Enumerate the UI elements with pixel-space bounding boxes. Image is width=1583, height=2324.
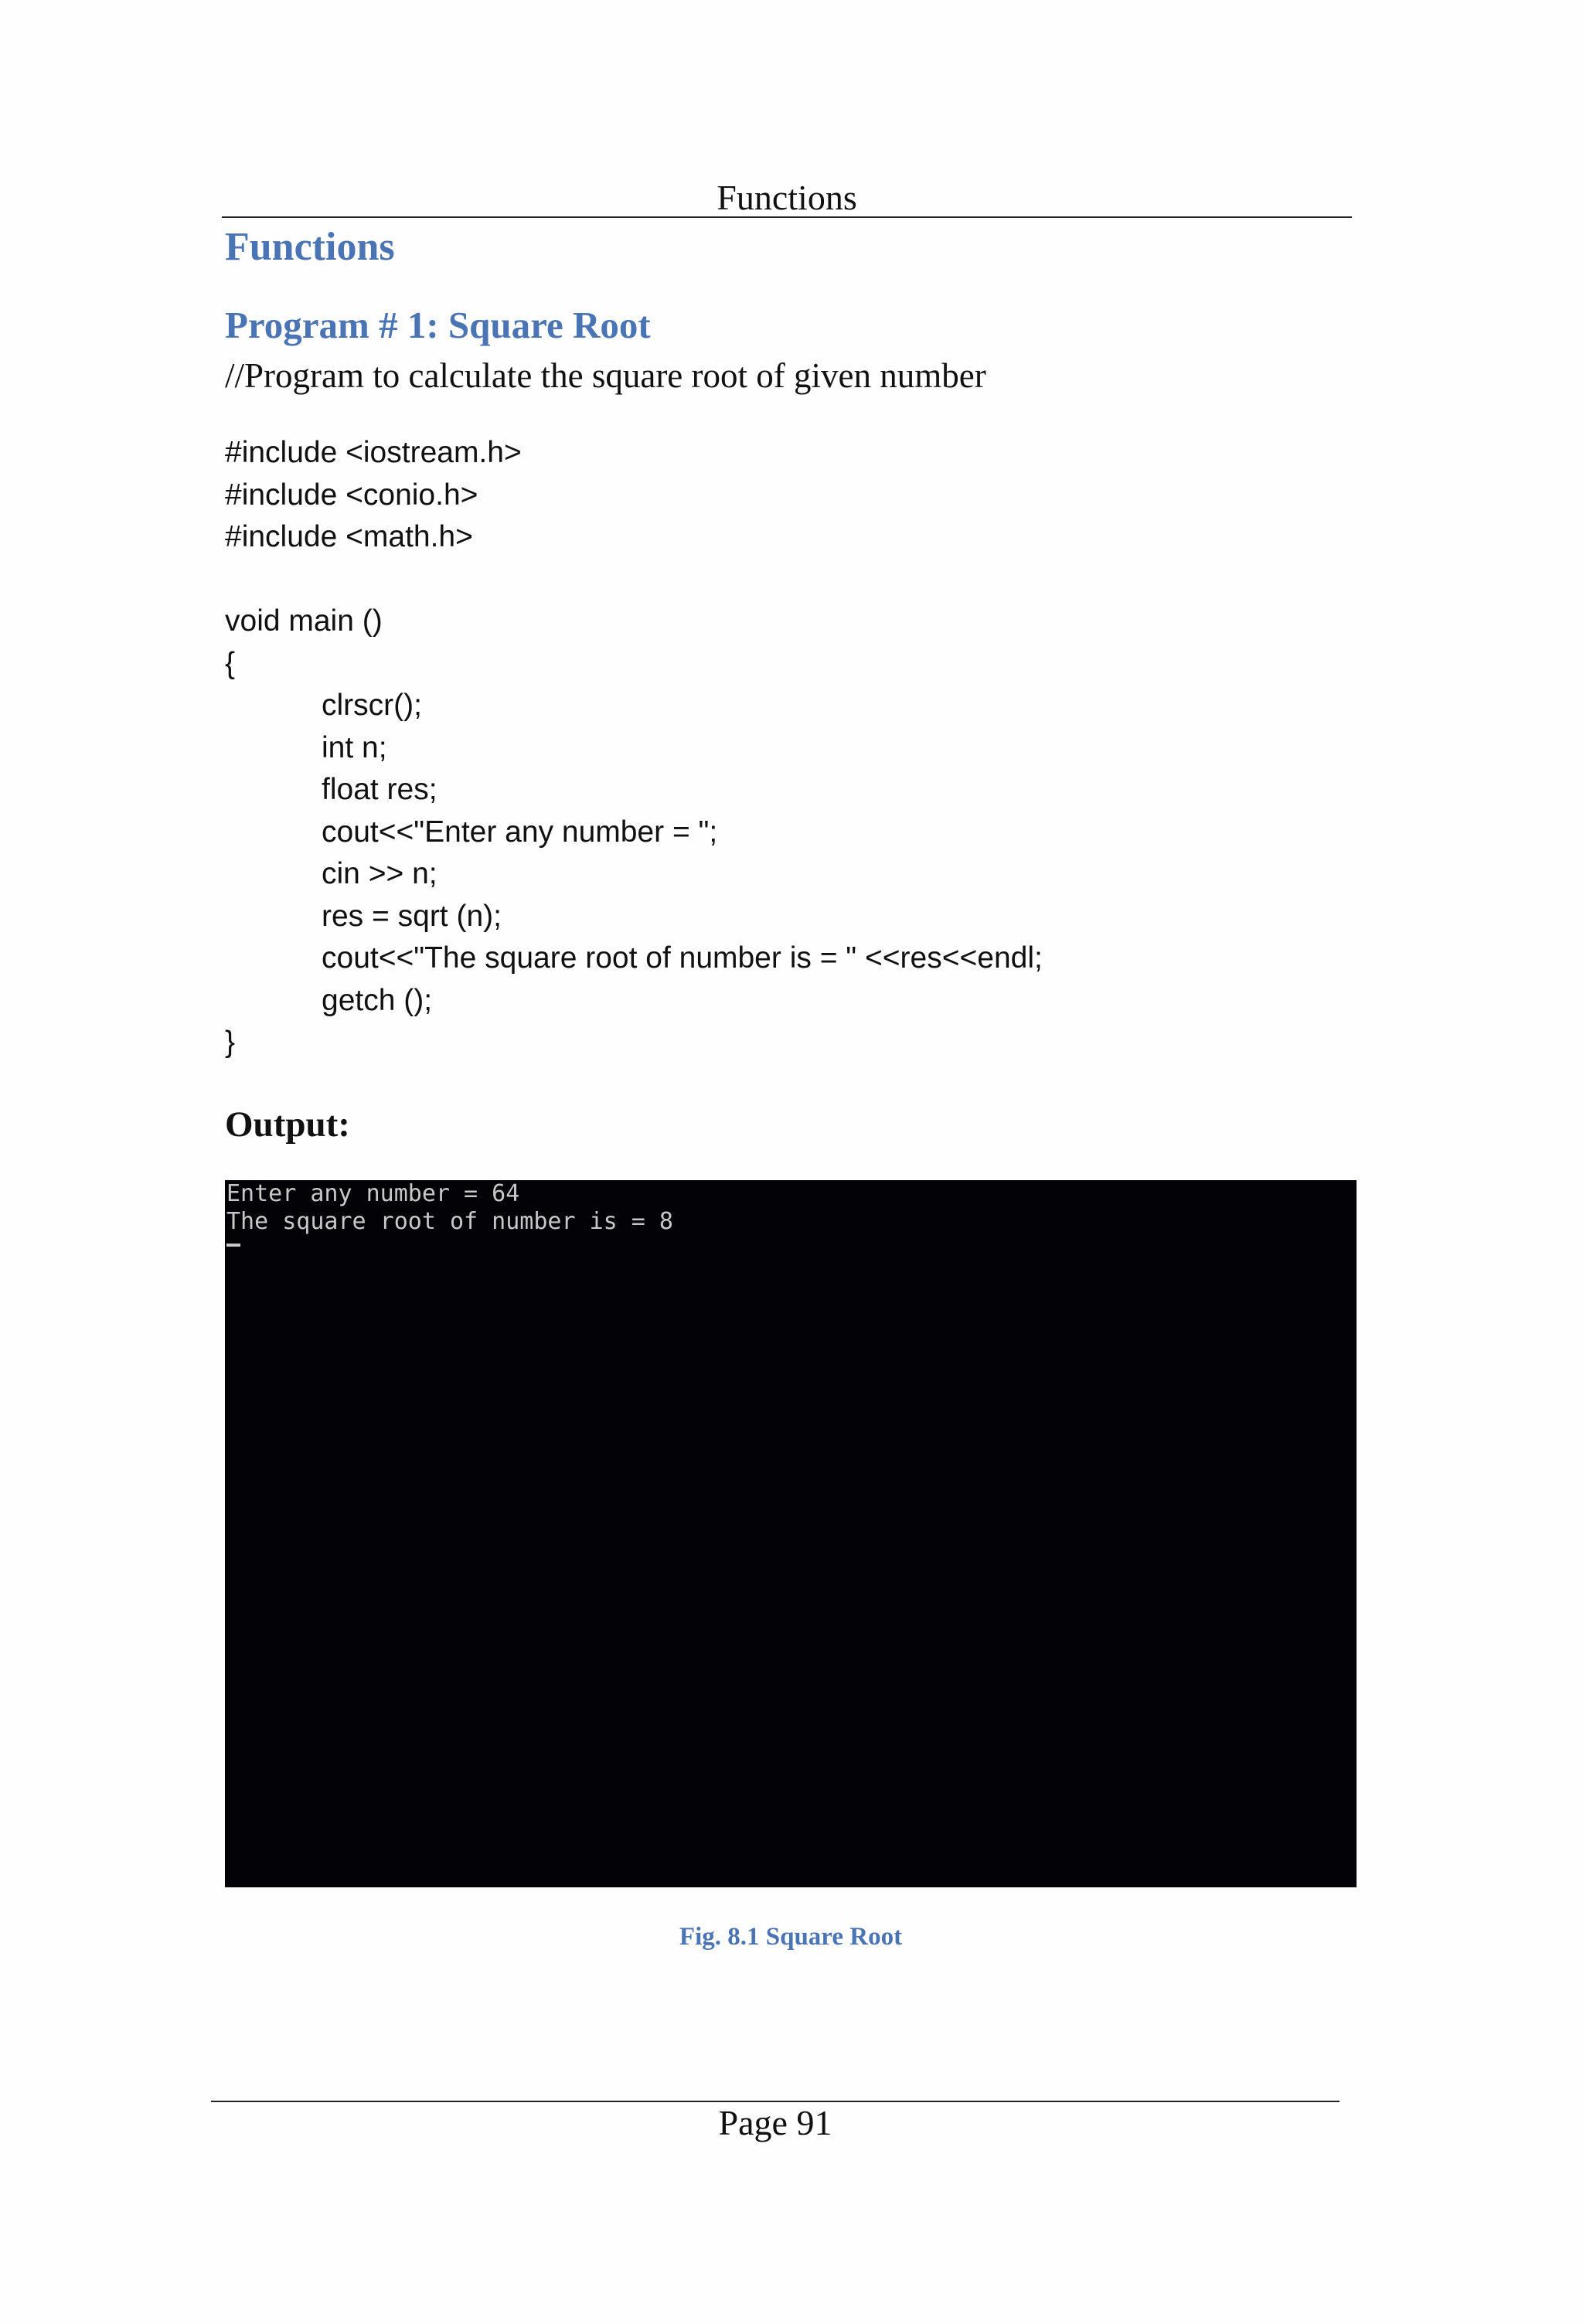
code-line	[225, 559, 1043, 601]
code-line: }	[225, 1026, 236, 1059]
console-output-screenshot	[225, 1180, 1357, 1887]
program-title: Program # 1: Square Root	[225, 304, 651, 346]
header-rule	[222, 216, 1352, 218]
section-title: Functions	[225, 225, 395, 269]
code-line: getch ();	[322, 983, 433, 1017]
output-heading: Output:	[225, 1104, 350, 1145]
code-line: void main ()	[225, 604, 383, 638]
console-cursor	[226, 1244, 240, 1247]
console-line: The square root of number is = 8	[226, 1208, 673, 1235]
code-line: int n;	[322, 730, 387, 764]
footer-rule	[211, 2101, 1340, 2102]
code-line: #include <conio.h>	[225, 478, 478, 512]
code-line: cout<<"Enter any number = ";	[322, 815, 718, 849]
code-line: {	[225, 646, 236, 680]
code-line: cin >> n;	[322, 857, 437, 890]
code-line: clrscr();	[322, 689, 422, 722]
code-line: #include <math.h>	[225, 520, 473, 553]
page-number: Page 91	[718, 2103, 832, 2142]
console-line: Enter any number = 64	[226, 1180, 520, 1207]
code-line: res = sqrt (n);	[322, 899, 502, 933]
figure-caption: Fig. 8.1 Square Root	[679, 1923, 903, 1951]
code-line: #include <iostream.h>	[225, 436, 522, 469]
code-line: cout<<"The square root of number is = " <<res<<endl;	[322, 941, 1043, 975]
running-header: Functions	[717, 178, 857, 217]
code-line: float res;	[322, 773, 437, 806]
program-comment: //Program to calculate the square root of given number	[225, 356, 986, 395]
code-block	[225, 432, 1043, 1064]
